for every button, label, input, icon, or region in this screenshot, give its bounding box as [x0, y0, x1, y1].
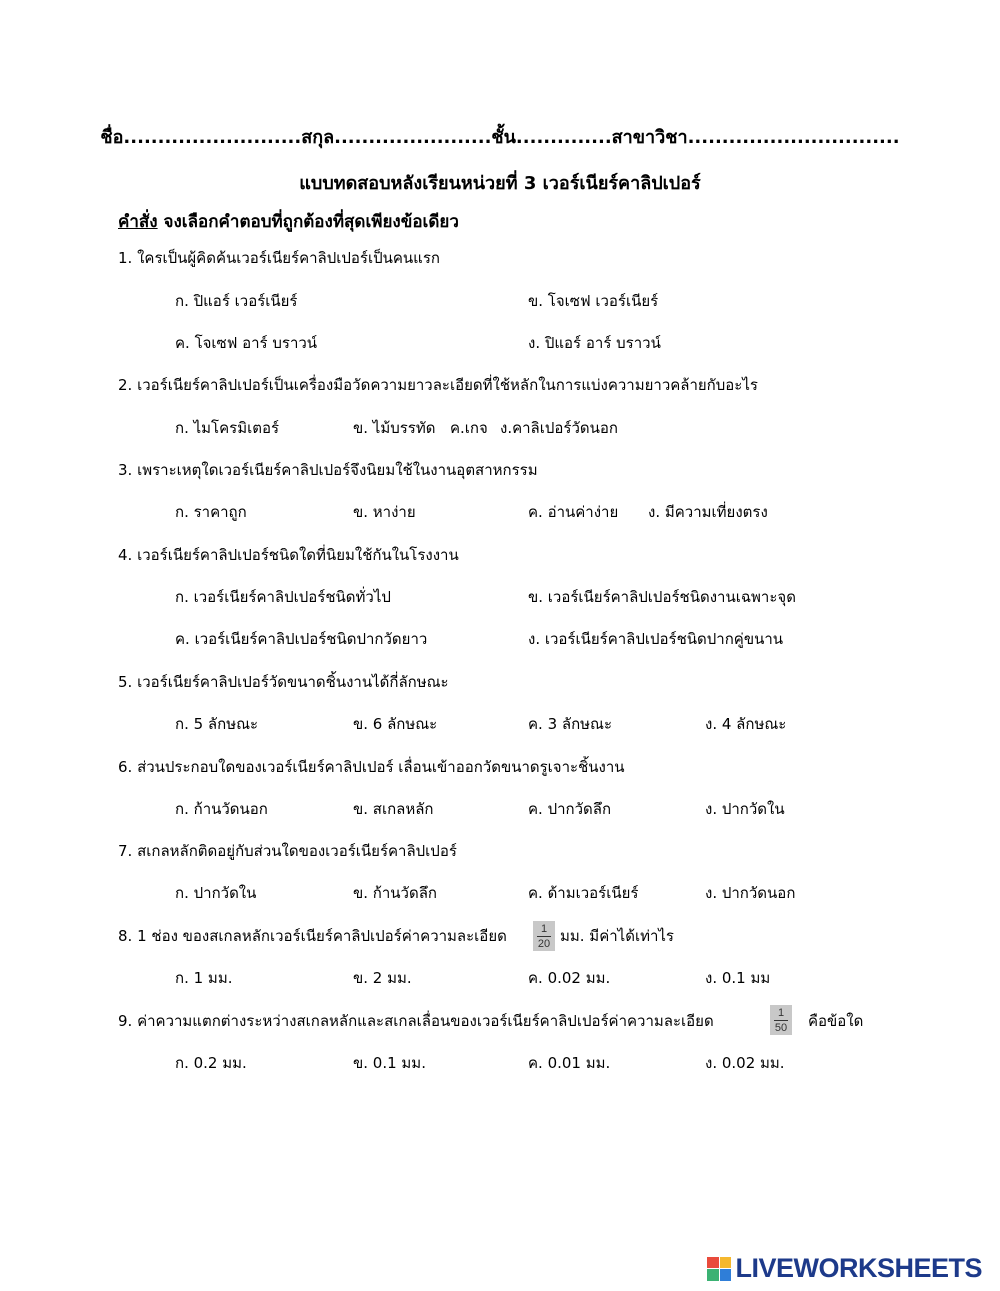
q2-option-a[interactable]: ก. ไมโครมิเตอร์ — [175, 419, 280, 437]
fraction-bar — [774, 1020, 788, 1021]
q8-option-b[interactable]: ข. 2 มม. — [353, 969, 412, 987]
page-title: แบบทดสอบหลังเรียนหน่วยที่ 3 เวอร์เนียร์คาลิปเปอร์ — [299, 173, 701, 194]
q4-option-a[interactable]: ก. เวอร์เนียร์คาลิปเปอร์ชนิดทั่วไป — [175, 588, 391, 606]
q4-option-c[interactable]: ค. เวอร์เนียร์คาลิปเปอร์ชนิดปากวัดยาว — [175, 630, 428, 648]
q9-option-d[interactable]: ง. 0.02 มม. — [705, 1054, 785, 1072]
question-7: 7. สเกลหลักติดอยู่กับส่วนใดของเวอร์เนียร์คาลิปเปอร์ — [118, 842, 457, 860]
q9-fraction-numerator: 1 — [777, 1006, 785, 1019]
student-info-line: ชื่อ..........................สกุล.......................ชั้น..............สาขาวิชา............................... — [100, 127, 900, 148]
q2-option-b[interactable]: ข. ไม้บรรทัด — [353, 419, 436, 437]
q5-option-b[interactable]: ข. 6 ลักษณะ — [353, 715, 438, 733]
q9-fraction-image — [770, 1005, 792, 1035]
q1-option-b[interactable]: ข. โจเซฟ เวอร์เนียร์ — [528, 292, 659, 310]
question-4: 4. เวอร์เนียร์คาลิปเปอร์ชนิดใดที่นิยมใช้กันในโรงงาน — [118, 546, 459, 564]
question-2: 2. เวอร์เนียร์คาลิปเปอร์เป็นเครื่องมือวัดความยาวละเอียดที่ใช้หลักในการแบ่งความยาวคล้ายกับอะไร — [118, 376, 758, 394]
brand-name: LIVEWORKSHEETS — [735, 1253, 982, 1283]
q8-fraction-denominator: 20 — [537, 937, 551, 950]
question-8-suffix: มม. มีค่าได้เท่าไร — [560, 927, 674, 945]
q5-option-a[interactable]: ก. 5 ลักษณะ — [175, 715, 259, 733]
q3-option-a[interactable]: ก. ราคาถูก — [175, 503, 247, 521]
liveworksheets-logo — [707, 1253, 982, 1284]
q4-option-d[interactable]: ง. เวอร์เนียร์คาลิปเปอร์ชนิดปากคู่ขนาน — [528, 630, 784, 648]
q2-option-d[interactable]: ง.คาลิเปอร์วัดนอก — [500, 419, 618, 437]
q6-option-a[interactable]: ก. ก้านวัดนอก — [175, 800, 268, 818]
q7-option-d[interactable]: ง. ปากวัดนอก — [705, 884, 796, 902]
instruction — [118, 208, 459, 235]
question-3: 3. เพราะเหตุใดเวอร์เนียร์คาลิปเปอร์จึงนิยมใช้ในงานอุตสาหกรรม — [118, 461, 538, 479]
q9-fraction-denominator: 50 — [774, 1021, 788, 1034]
liveworksheets-logo-icon — [707, 1257, 731, 1281]
q4-option-b[interactable]: ข. เวอร์เนียร์คาลิปเปอร์ชนิดงานเฉพาะจุด — [528, 588, 796, 606]
q6-option-c[interactable]: ค. ปากวัดลึก — [528, 800, 612, 818]
q8-option-d[interactable]: ง. 0.1 มม — [705, 969, 771, 987]
q2-option-c[interactable]: ค.เกจ — [450, 419, 488, 437]
q8-fraction-image — [533, 921, 555, 951]
q7-option-a[interactable]: ก. ปากวัดใน — [175, 884, 257, 902]
question-6: 6. ส่วนประกอบใดของเวอร์เนียร์คาลิปเปอร์ เลื่อนเข้าออกวัดขนาดรูเจาะชิ้นงาน — [118, 758, 625, 776]
instruction-text: จงเลือกคำตอบที่ถูกต้องที่สุดเพียงข้อเดียว — [157, 212, 459, 232]
q9-option-a[interactable]: ก. 0.2 มม. — [175, 1054, 247, 1072]
q5-option-c[interactable]: ค. 3 ลักษณะ — [528, 715, 613, 733]
fraction-bar — [537, 936, 551, 937]
q9-option-c[interactable]: ค. 0.01 มม. — [528, 1054, 611, 1072]
q5-option-d[interactable]: ง. 4 ลักษณะ — [705, 715, 787, 733]
q8-option-a[interactable]: ก. 1 มม. — [175, 969, 233, 987]
question-5: 5. เวอร์เนียร์คาลิปเปอร์วัดขนาดชิ้นงานได้กี่ลักษณะ — [118, 673, 449, 691]
q1-option-c[interactable]: ค. โจเซฟ อาร์ บราวน์ — [175, 334, 318, 352]
q7-option-c[interactable]: ค. ด้ามเวอร์เนียร์ — [528, 884, 639, 902]
question-9-suffix: คือข้อใด — [808, 1012, 864, 1030]
q3-option-b[interactable]: ข. หาง่าย — [353, 503, 416, 521]
q1-option-a[interactable]: ก. ปิแอร์ เวอร์เนียร์ — [175, 292, 298, 310]
question-1: 1. ใครเป็นผู้คิดค้นเวอร์เนียร์คาลิปเปอร์เป็นคนแรก — [118, 249, 440, 267]
q3-option-d[interactable]: ง. มีความเที่ยงตรง — [648, 503, 768, 521]
q9-option-b[interactable]: ข. 0.1 มม. — [353, 1054, 426, 1072]
q6-option-b[interactable]: ข. สเกลหลัก — [353, 800, 434, 818]
q1-option-d[interactable]: ง. ปิแอร์ อาร์ บราวน์ — [528, 334, 661, 352]
question-8: 8. 1 ช่อง ของสเกลหลักเวอร์เนียร์คาลิปเปอร์ค่าความละเอียด — [118, 927, 507, 945]
question-9: 9. ค่าความแตกต่างระหว่างสเกลหลักและสเกลเลื่อนของเวอร์เนียร์คาลิปเปอร์ค่าความละเอียด — [118, 1012, 714, 1030]
instruction-label: คำสั่ง — [118, 212, 158, 232]
q6-option-d[interactable]: ง. ปากวัดใน — [705, 800, 785, 818]
q7-option-b[interactable]: ข. ก้านวัดลึก — [353, 884, 437, 902]
q3-option-c[interactable]: ค. อ่านค่าง่าย — [528, 503, 619, 521]
q8-fraction-numerator: 1 — [540, 922, 548, 935]
q8-option-c[interactable]: ค. 0.02 มม. — [528, 969, 611, 987]
